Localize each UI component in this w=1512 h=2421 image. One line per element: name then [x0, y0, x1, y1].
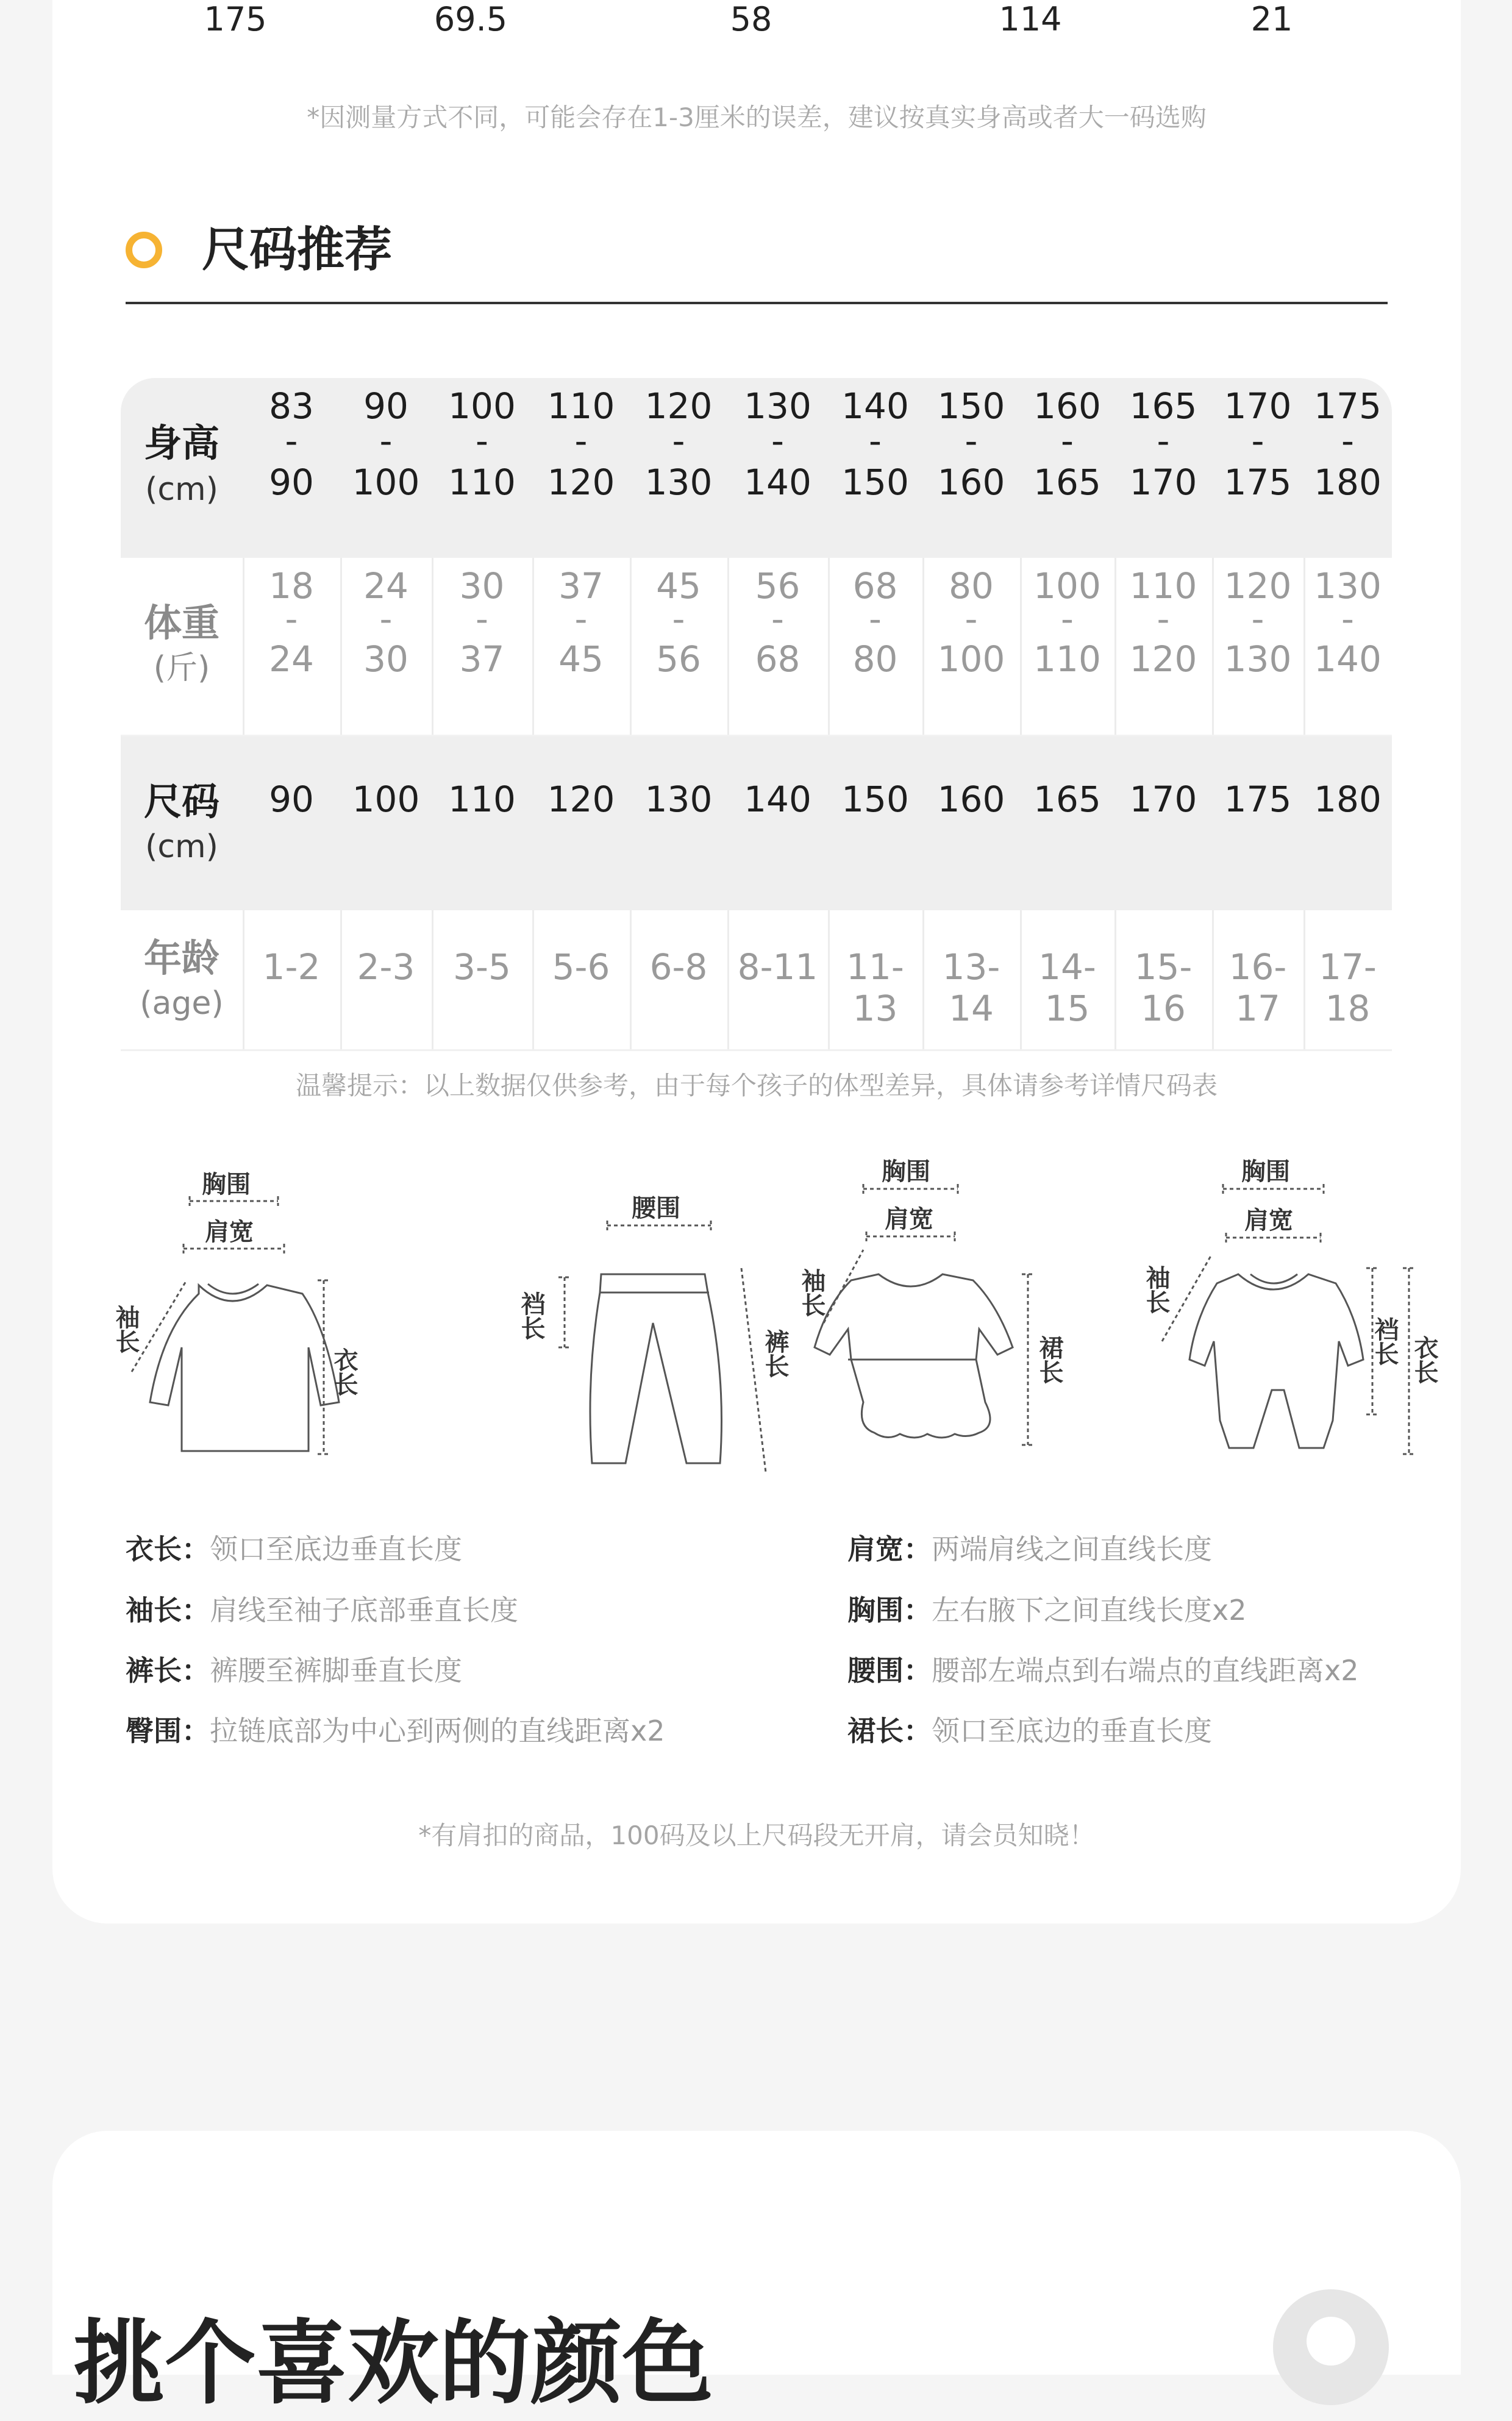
range-end: 37 [459, 638, 505, 680]
cell-value: 160 [937, 779, 1005, 820]
range-start: 130 [1314, 565, 1382, 607]
cell-value: 180 [1314, 779, 1382, 820]
definition-item: 衣长：领口至底边垂直长度 [126, 1533, 462, 1566]
sleeve-label: 袖长 [1142, 1265, 1170, 1314]
table-tip: 温馨提示：以上数据仅供参考，由于每个孩子的体型差异，具体请参考详情尺码表 [295, 1071, 1218, 1100]
range-end: 120 [1129, 638, 1197, 680]
range-separator: - [1341, 420, 1354, 462]
row-unit: (斤) [153, 650, 210, 686]
table-cell [532, 910, 630, 1049]
prev-cell: 175 [204, 0, 267, 38]
table-cell [828, 910, 922, 1049]
cell-value: 6-8 [649, 946, 708, 988]
range-start: 24 [363, 565, 408, 607]
table-cell [630, 378, 727, 558]
range-separator: - [1061, 598, 1074, 640]
shoulder-label: 肩宽 [205, 1218, 254, 1246]
table-cell [727, 736, 828, 910]
table-cell [340, 910, 432, 1049]
range-start: 100 [448, 385, 516, 427]
range-separator: - [965, 420, 978, 462]
cell-value: 2-3 [357, 946, 415, 988]
cell-value: 140 [744, 779, 811, 820]
definition-item: 袖长：肩线至袖子底部垂直长度 [126, 1594, 518, 1627]
next-section-title: 挑个喜欢的颜色 [73, 2311, 714, 2417]
table-cell [243, 378, 340, 558]
range-separator: - [476, 598, 488, 640]
range-start: 170 [1224, 385, 1292, 427]
range-start: 175 [1314, 385, 1382, 427]
range-start: 37 [558, 565, 604, 607]
range-end: 130 [644, 462, 713, 503]
range-end: 175 [1224, 462, 1292, 503]
pants-length-label: 裤长 [761, 1329, 789, 1378]
range-end: 90 [269, 462, 314, 503]
range-end: 24 [269, 638, 314, 680]
table-cell [922, 910, 1020, 1049]
table-cell [1114, 910, 1212, 1049]
row-unit: (age) [140, 985, 224, 1022]
chest-label: 胸围 [882, 1158, 930, 1186]
range-end: 30 [363, 638, 408, 680]
range-separator: - [285, 598, 298, 640]
table-cell [1303, 558, 1392, 735]
range-separator: - [1341, 598, 1354, 640]
table-cell [727, 378, 828, 558]
range-start: 110 [547, 385, 615, 427]
table-cell [922, 378, 1020, 558]
range-end: 165 [1033, 462, 1101, 503]
row-unit: (cm) [145, 471, 218, 508]
cell-value: 15-16 [1134, 946, 1193, 1029]
table-cell [432, 378, 532, 558]
range-separator: - [574, 420, 588, 462]
prev-cell: 58 [730, 0, 772, 38]
range-separator: - [869, 598, 882, 640]
range-end: 120 [547, 462, 615, 503]
range-separator: - [672, 598, 685, 640]
range-end: 140 [744, 462, 811, 503]
table-cell [1212, 558, 1303, 735]
cell-value: 13-14 [942, 946, 1000, 1029]
cell-value: 3-5 [453, 946, 511, 988]
range-start: 30 [459, 565, 505, 607]
range-end: 130 [1224, 638, 1292, 680]
range-separator: - [1251, 598, 1264, 640]
prev-cell: 114 [999, 0, 1062, 38]
cell-value: 165 [1033, 779, 1101, 820]
table-cell [1114, 736, 1212, 910]
definition-item: 裤长：裤腰至裤脚垂直长度 [126, 1654, 462, 1687]
table-cell [630, 558, 727, 735]
table-row-height [121, 378, 1392, 558]
cell-value: 16-17 [1228, 946, 1287, 1029]
row-label: 尺码 [143, 779, 219, 824]
range-end: 150 [841, 462, 909, 503]
range-separator: - [771, 598, 784, 640]
table-row-age [121, 910, 1392, 1051]
chest-label: 胸围 [202, 1171, 251, 1199]
table-cell [1020, 378, 1114, 558]
section-header [126, 219, 1388, 304]
range-start: 45 [656, 565, 701, 607]
pants-diagram [443, 1146, 789, 1488]
range-start: 18 [269, 565, 314, 607]
range-end: 140 [1314, 638, 1382, 680]
cell-value: 110 [448, 779, 516, 820]
cell-value: 1-2 [262, 946, 321, 988]
table-cell [243, 558, 340, 735]
range-start: 150 [937, 385, 1005, 427]
range-start: 160 [1033, 385, 1101, 427]
crotch-label: 裆长 [517, 1291, 545, 1340]
range-separator: - [1251, 420, 1264, 462]
table-cell [1212, 378, 1303, 558]
definition-item: 腰围：腰部左端点到右端点的直线距离x2 [847, 1654, 1359, 1687]
length-label: 衣长 [330, 1347, 358, 1396]
size-recommendation-table [121, 378, 1392, 1051]
measurement-note: *因测量方式不同，可能会存在1-3厘米的误差，建议按真实身高或者大一码选购 [307, 102, 1207, 132]
range-separator: - [1061, 420, 1074, 462]
range-start: 165 [1129, 385, 1197, 427]
row-label: 身高 [143, 421, 219, 465]
table-row-weight [121, 558, 1392, 736]
table-cell [727, 910, 828, 1049]
table-row-size [121, 736, 1392, 910]
table-cell [1114, 558, 1212, 735]
range-start: 130 [744, 385, 811, 427]
cell-value: 17-18 [1319, 946, 1377, 1029]
table-cell [1303, 736, 1392, 910]
cell-value: 5-6 [552, 946, 610, 988]
table-cell [532, 378, 630, 558]
table-cell [340, 558, 432, 735]
range-separator: - [476, 420, 488, 462]
row-label: 体重 [143, 601, 219, 645]
cell-value: 8-11 [737, 946, 818, 988]
range-start: 140 [841, 385, 909, 427]
range-end: 180 [1314, 462, 1382, 503]
row-label: 年龄 [143, 936, 219, 980]
table-cell [922, 558, 1020, 735]
length-label: 衣长 [1410, 1335, 1438, 1384]
range-end: 56 [656, 638, 701, 680]
definition-item: 裙长：领口至底边的垂直长度 [847, 1714, 1212, 1747]
skirt-length-label: 裙长 [1035, 1335, 1063, 1384]
cell-value: 175 [1224, 779, 1292, 820]
table-cell [432, 736, 532, 910]
shoulder-button-note: *有肩扣的商品，100码及以上尺码段无开肩，请会员知晓！ [418, 1820, 1095, 1850]
range-end: 170 [1129, 462, 1197, 503]
range-separator: - [1157, 598, 1170, 640]
table-cell [1020, 910, 1114, 1049]
table-cell [828, 736, 922, 910]
table-cell [243, 910, 340, 1049]
cell-value: 14-15 [1038, 946, 1096, 1029]
range-start: 68 [852, 565, 898, 607]
shoulder-label: 肩宽 [1244, 1207, 1293, 1235]
range-start: 100 [1033, 565, 1101, 607]
table-cell [1212, 736, 1303, 910]
row-unit: (cm) [145, 829, 218, 865]
definition-item: 肩宽：两端肩线之间直线长度 [847, 1533, 1212, 1566]
range-separator: - [379, 598, 393, 640]
sleeve-label: 袖长 [797, 1268, 826, 1317]
cell-value: 90 [269, 779, 314, 820]
range-end: 68 [755, 638, 801, 680]
range-start: 80 [949, 565, 994, 607]
range-separator: - [965, 598, 978, 640]
romper-diagram [1089, 1146, 1467, 1488]
range-separator: - [672, 420, 685, 462]
prev-cell: 69.5 [433, 0, 508, 38]
table-cell [630, 736, 727, 910]
table-cell [340, 378, 432, 558]
table-cell [532, 558, 630, 735]
size-info-card [52, 0, 1461, 1924]
range-separator: - [869, 420, 882, 462]
table-cell [1114, 378, 1212, 558]
crotch-label: 裆长 [1371, 1317, 1399, 1366]
table-cell [630, 910, 727, 1049]
shoulder-label: 肩宽 [885, 1205, 933, 1233]
range-start: 120 [1224, 565, 1292, 607]
range-separator: - [771, 420, 784, 462]
previous-table-last-row [52, 0, 1461, 43]
section-title: 尺码推荐 [202, 223, 393, 277]
range-separator: - [574, 598, 588, 640]
table-cell [828, 558, 922, 735]
table-cell [1303, 910, 1392, 1049]
table-cell [1020, 558, 1114, 735]
table-cell [243, 736, 340, 910]
table-cell [1303, 378, 1392, 558]
table-cell [922, 736, 1020, 910]
waist-label: 腰围 [632, 1194, 680, 1222]
prev-cell: 21 [1250, 0, 1293, 38]
definition-item: 胸围：左右腋下之间直线长度x2 [847, 1594, 1247, 1627]
range-end: 110 [1033, 638, 1101, 680]
table-cell [432, 910, 532, 1049]
range-separator: - [285, 420, 298, 462]
table-cell [340, 736, 432, 910]
range-end: 45 [558, 638, 604, 680]
range-end: 100 [352, 462, 420, 503]
range-end: 100 [937, 638, 1005, 680]
range-start: 83 [269, 385, 314, 427]
table-cell [1020, 736, 1114, 910]
range-separator: - [1157, 420, 1170, 462]
range-end: 110 [448, 462, 516, 503]
range-start: 90 [363, 385, 408, 427]
sweater-diagram [107, 1146, 424, 1488]
cell-value: 120 [547, 779, 615, 820]
chest-label: 胸围 [1241, 1158, 1290, 1186]
range-start: 120 [644, 385, 713, 427]
table-cell [727, 558, 828, 735]
dress-diagram [772, 1146, 1138, 1488]
range-end: 160 [937, 462, 1005, 503]
range-end: 80 [852, 638, 898, 680]
circle-button[interactable] [1273, 2289, 1389, 2405]
table-cell [1212, 910, 1303, 1049]
cell-value: 170 [1129, 779, 1197, 820]
cell-value: 100 [352, 779, 420, 820]
measurement-diagrams [52, 1146, 1461, 1488]
table-cell [828, 378, 922, 558]
table-cell [532, 736, 630, 910]
definition-item: 臀围：拉链底部为中心到两侧的直线距离x2 [126, 1714, 665, 1747]
range-separator: - [379, 420, 393, 462]
table-cell [432, 558, 532, 735]
cell-value: 130 [644, 779, 713, 820]
cell-value: 11-13 [846, 946, 904, 1029]
circle-icon [126, 232, 162, 268]
range-start: 110 [1129, 565, 1197, 607]
range-start: 56 [755, 565, 801, 607]
sleeve-label: 袖长 [112, 1305, 140, 1353]
cell-value: 150 [841, 779, 909, 820]
